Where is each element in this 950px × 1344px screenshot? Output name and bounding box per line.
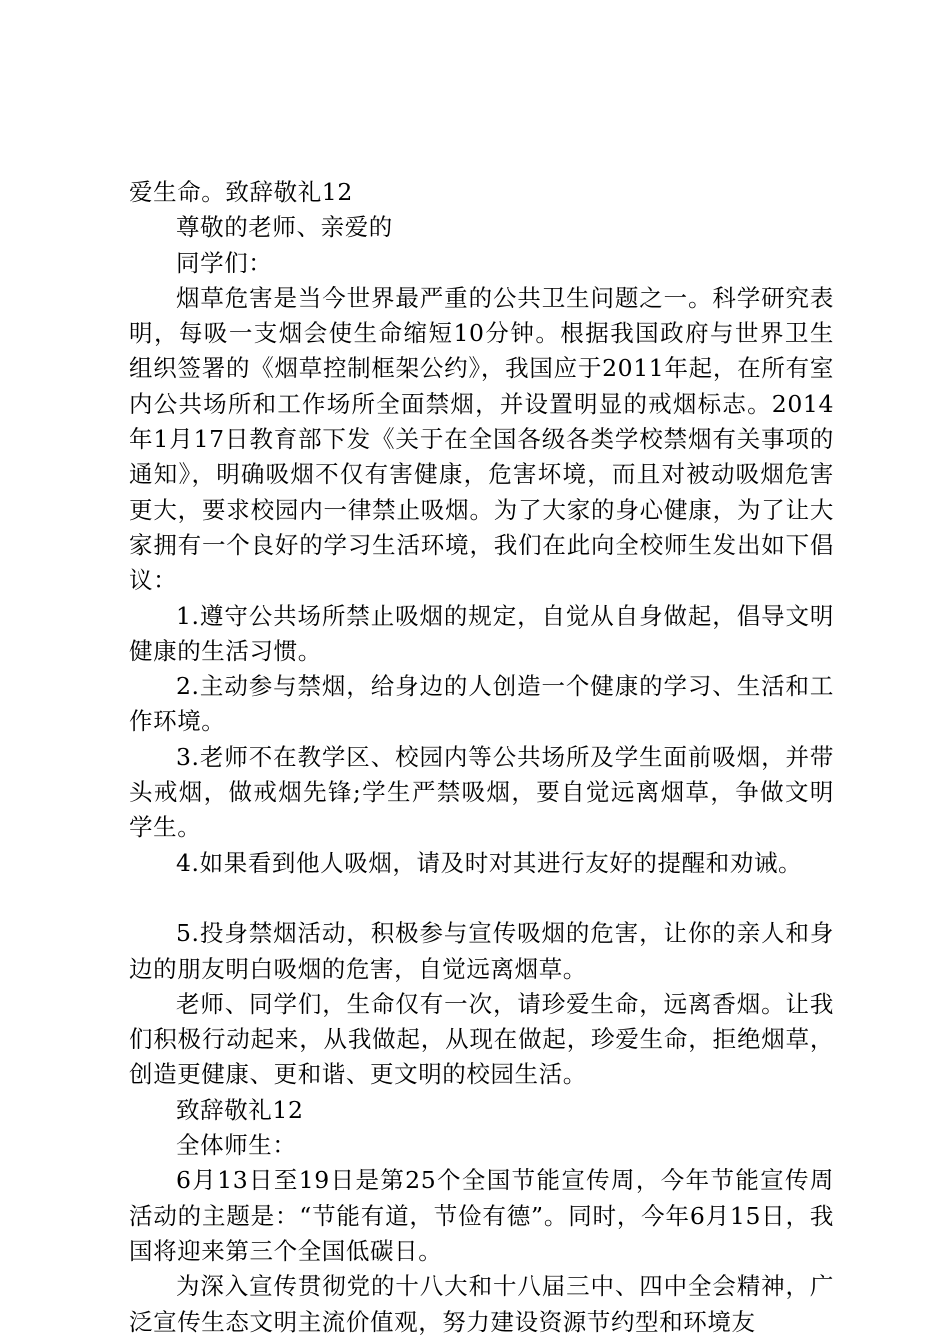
paragraph: 5.投身禁烟活动，积极参与宣传吸烟的危害，让你的亲人和身边的朋友明白吸烟的危害，自觉远离烟草。 xyxy=(129,919,834,983)
paragraph: 为深入宣传贯彻党的十八大和十八届三中、四中全会精神，广泛宣传生态文明主流价值观，努力建设资源节约型和环境友 xyxy=(129,1272,834,1336)
paragraph: 尊敬的老师、亲爱的 xyxy=(176,213,393,242)
paragraph: 爱生命。致辞敬礼12 xyxy=(129,178,353,206)
paragraph: 1.遵守公共场所禁止吸烟的规定，自觉从自身做起，倡导文明健康的生活习惯。 xyxy=(129,601,834,665)
paragraph: 4.如果看到他人吸烟，请及时对其进行友好的提醒和劝诫。 xyxy=(176,848,803,877)
paragraph: 老师、同学们，生命仅有一次，请珍爱生命，远离香烟。让我们积极行动起来，从我做起，从现在做起，珍爱生命，拒绝烟草，创造更健康、更和谐、更文明的校园生活。 xyxy=(129,989,834,1089)
paragraph: 致辞敬礼12 xyxy=(176,1095,304,1124)
paragraph: 烟草危害是当今世界最严重的公共卫生问题之一。科学研究表明，每吸一支烟会使生命缩短10分钟。根据我国政府与世界卫生组织签署的《烟草控制框架公约》，我国应于2011年起，在所有室内公共场所和工作场所全面禁烟，并设置明显的戒烟标志。2014年1月17日教育部下发《关于在全国各级各类学校禁烟有关事项的通知》，明确吸烟不仅有害健康，危害坏境，而且对被动吸烟危害更大，要求校园内一律禁止吸烟。为了大家的身心健康，为了让大家拥有一个良好的学习生活环境，我们在此向全校师生发出如下倡议： xyxy=(129,283,834,595)
paragraph: 同学们： xyxy=(176,248,273,277)
paragraph: 全体师生： xyxy=(176,1131,297,1160)
blank-line xyxy=(129,881,834,916)
paragraph: 3.老师不在教学区、校园内等公共场所及学生面前吸烟，并带头戒烟，做戒烟先锋;学生严禁吸烟，要自觉远离烟草，争做文明学生。 xyxy=(129,742,834,842)
paragraph: 2.主动参与禁烟，给身边的人创造一个健康的学习、生活和工作环境。 xyxy=(129,672,834,736)
paragraph: 6月13日至19日是第25个全国节能宣传周，今年节能宣传周活动的主题是：“节能有道，节俭有德”。同时，今年6月15日，我国将迎来第三个全国低碳日。 xyxy=(129,1166,834,1265)
document-body xyxy=(129,175,834,1340)
